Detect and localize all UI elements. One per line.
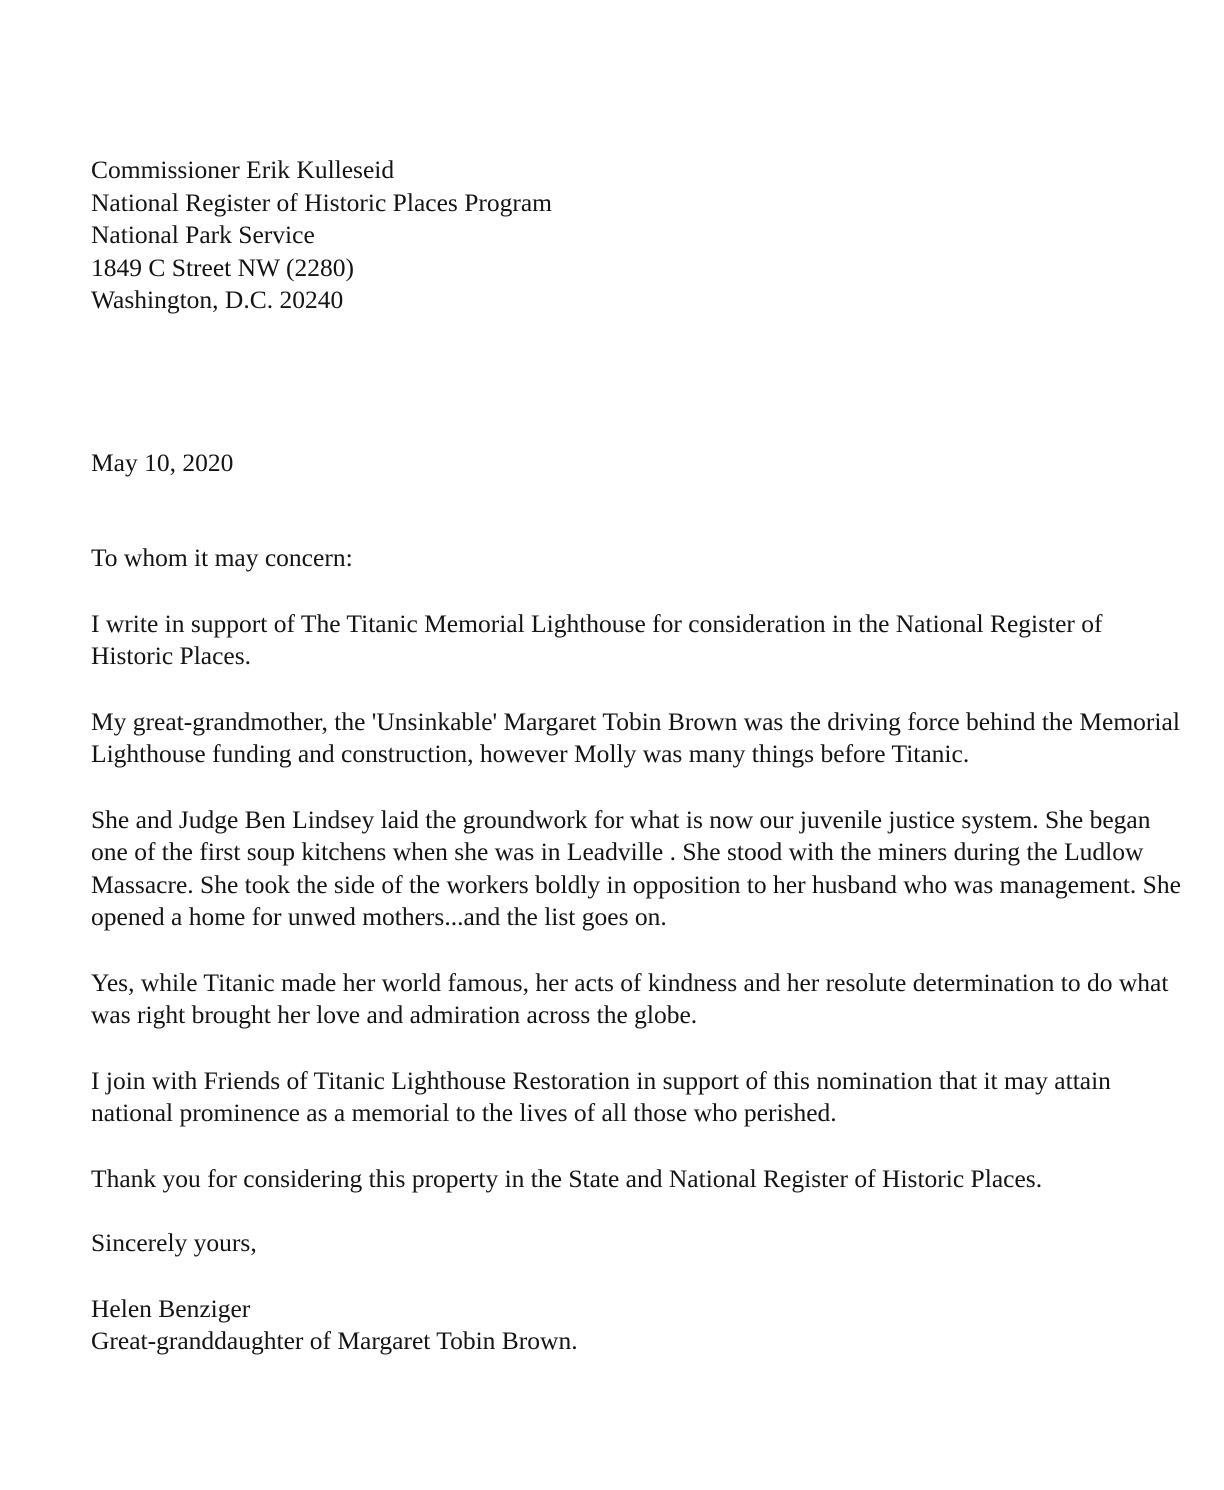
letter-body (91, 608, 1181, 1196)
body-paragraph: I join with Friends of Titanic Lighthouse Restoration in support of this nomination that it may attain national prominence as a memorial to the lives of all those who perished. (91, 1065, 1111, 1127)
signature-title: Great-granddaughter of Margaret Tobin Brown. (91, 1326, 578, 1355)
signature-name: Helen Benziger (91, 1293, 251, 1323)
recipient-address (91, 154, 1181, 317)
body-paragraph: Thank you for considering this property in the State and National Register of Historic Places. (91, 1163, 1043, 1193)
recipient-agency: National Park Service (91, 220, 315, 249)
body-paragraph: Yes, while Titanic made her world famous, her acts of kindness and her resolute determination to do what was right brought her love and admiration across the globe. (91, 967, 1169, 1029)
signature-block (91, 1293, 1181, 1358)
letter-page (91, 154, 1181, 1358)
letter-date: May 10, 2020 (91, 447, 234, 477)
closing: Sincerely yours, (91, 1228, 257, 1257)
recipient-program: National Register of Historic Places Program (91, 187, 553, 217)
body-paragraph: I write in support of The Titanic Memorial Lighthouse for consideration in the National Register of Historic Places. (91, 608, 1103, 670)
recipient-name: Commissioner Erik Kulleseid (91, 155, 395, 184)
body-paragraph: My great-grandmother, the 'Unsinkable' Margaret Tobin Brown was the driving force behind the Memorial Lighthouse funding and construction, however Molly was many things before Titanic. (91, 706, 1180, 768)
salutation: To whom it may concern: (91, 543, 353, 572)
body-paragraph: She and Judge Ben Lindsey laid the groundwork for what is now our juvenile justice system. She began one of the first soup kitchens when she was in Leadville . She stood with the miners during the Ludlow Massacre. She took the side of the workers boldly in opposition to her husband who was management. She opened a home for unwed mothers...and the list goes on. (91, 804, 1181, 931)
recipient-city: Washington, D.C. 20240 (91, 285, 344, 314)
recipient-street: 1849 C Street NW (2280) (91, 252, 354, 282)
